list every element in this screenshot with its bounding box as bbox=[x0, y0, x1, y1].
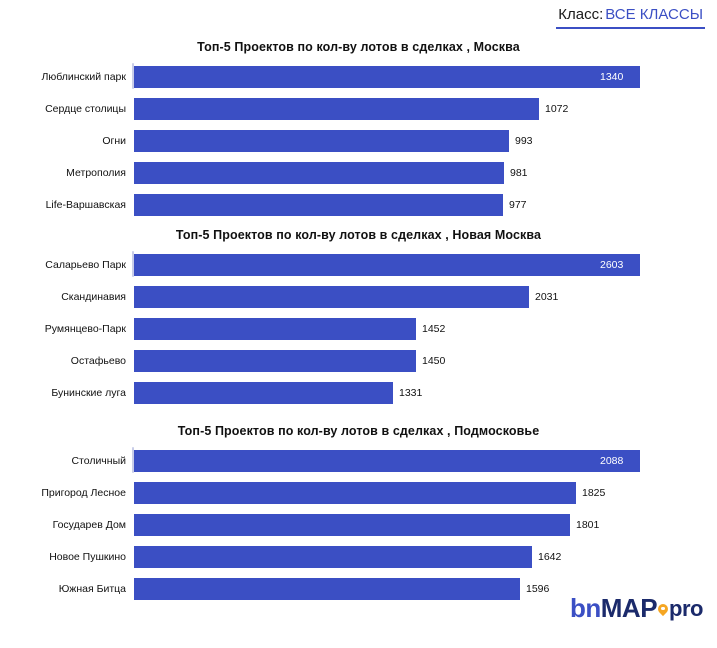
chart-bars bbox=[0, 254, 717, 404]
class-filter[interactable] bbox=[556, 6, 705, 29]
class-filter-label: Класс: bbox=[558, 6, 604, 23]
bar-category-label: Новое Пушкино bbox=[49, 551, 126, 563]
bar-track bbox=[134, 318, 717, 340]
bar-value-label: 1340 bbox=[600, 71, 624, 83]
bar-row[interactable] bbox=[0, 194, 717, 216]
bar-category-label: Огни bbox=[102, 135, 126, 147]
bar[interactable] bbox=[134, 350, 416, 372]
bar[interactable] bbox=[134, 318, 416, 340]
bar-row[interactable] bbox=[0, 546, 717, 568]
bar-category-label: Бунинские луга bbox=[51, 387, 126, 399]
bar[interactable] bbox=[134, 162, 504, 184]
bar-row[interactable] bbox=[0, 286, 717, 308]
bar-value-label: 1450 bbox=[422, 355, 446, 367]
bar[interactable] bbox=[134, 514, 570, 536]
bar[interactable] bbox=[134, 382, 393, 404]
chart-block-new-moscow bbox=[0, 228, 717, 414]
bar-category-label: Люблинский парк bbox=[41, 71, 126, 83]
bar-value-label: 2603 bbox=[600, 259, 624, 271]
bar-value-label: 993 bbox=[515, 135, 533, 147]
bar-value-label: 1072 bbox=[545, 103, 569, 115]
bar-value-label: 1825 bbox=[582, 487, 606, 499]
bar-track bbox=[134, 98, 717, 120]
bar-track bbox=[134, 450, 717, 472]
bar-track bbox=[134, 350, 717, 372]
bar-row[interactable] bbox=[0, 514, 717, 536]
bar-track bbox=[134, 162, 717, 184]
bar-category-label: Остафьево bbox=[70, 355, 126, 367]
bar-row[interactable] bbox=[0, 66, 717, 88]
bar-value-label: 1801 bbox=[576, 519, 600, 531]
bar-value-label: 1642 bbox=[538, 551, 562, 563]
bar[interactable] bbox=[134, 98, 539, 120]
chart-title: Топ-5 Проектов по кол-ву лотов в сделках , Москва bbox=[197, 40, 520, 54]
bar-track bbox=[134, 130, 717, 152]
chart-title: Топ-5 Проектов по кол-ву лотов в сделках , Подмосковье bbox=[177, 424, 540, 438]
bar[interactable] bbox=[134, 546, 532, 568]
bar-track bbox=[134, 482, 717, 504]
bar-track bbox=[134, 514, 717, 536]
bar-category-label: Пригород Лесное bbox=[41, 487, 126, 499]
bar-row[interactable] bbox=[0, 162, 717, 184]
bar-track bbox=[134, 546, 717, 568]
bar-row[interactable] bbox=[0, 350, 717, 372]
bar-value-label: 977 bbox=[509, 199, 527, 211]
bar-track bbox=[134, 382, 717, 404]
chart-bars bbox=[0, 66, 717, 216]
bar-category-label: Государев Дом bbox=[52, 519, 126, 531]
bar-category-label: Life-Варшавская bbox=[45, 199, 126, 211]
logo-bn-text: bn bbox=[570, 593, 601, 623]
bar-category-label: Сердце столицы bbox=[45, 103, 126, 115]
bar-track bbox=[134, 66, 717, 88]
chart-bars bbox=[0, 450, 717, 600]
bar[interactable] bbox=[134, 194, 503, 216]
chart-title: Топ-5 Проектов по кол-ву лотов в сделках , Новая Москва bbox=[175, 228, 542, 242]
bar[interactable] bbox=[134, 254, 640, 276]
bar[interactable] bbox=[134, 66, 640, 88]
bar-row[interactable] bbox=[0, 130, 717, 152]
chart-block-podmoskovye bbox=[0, 424, 717, 610]
class-filter-value: ВСЕ КЛАССЫ bbox=[605, 6, 703, 23]
chart-block-moscow bbox=[0, 40, 717, 226]
bar[interactable] bbox=[134, 130, 509, 152]
bar-value-label: 1331 bbox=[399, 387, 423, 399]
bar-row[interactable] bbox=[0, 98, 717, 120]
bar-value-label: 1596 bbox=[526, 583, 550, 595]
bar-row[interactable] bbox=[0, 382, 717, 404]
bar-row[interactable] bbox=[0, 254, 717, 276]
bar[interactable] bbox=[134, 578, 520, 600]
bar[interactable] bbox=[134, 450, 640, 472]
bar-category-label: Южная Битца bbox=[58, 583, 126, 595]
bar-category-label: Румянцево-Парк bbox=[44, 323, 126, 335]
bar-category-label: Саларьево Парк bbox=[45, 259, 126, 271]
logo-pro-text: pro bbox=[669, 595, 703, 621]
bnmap-pro-logo bbox=[570, 593, 703, 624]
bar-track bbox=[134, 254, 717, 276]
bar-value-label: 2088 bbox=[600, 455, 624, 467]
bar[interactable] bbox=[134, 482, 576, 504]
bar-track bbox=[134, 194, 717, 216]
bar-category-label: Столичный bbox=[71, 455, 126, 467]
bar-row[interactable] bbox=[0, 450, 717, 472]
bar-value-label: 1452 bbox=[422, 323, 446, 335]
bar-value-label: 981 bbox=[510, 167, 528, 179]
bar-category-label: Скандинавия bbox=[61, 291, 126, 303]
bar-value-label: 2031 bbox=[535, 291, 559, 303]
bar-row[interactable] bbox=[0, 318, 717, 340]
logo-map-text: MAP bbox=[600, 593, 658, 623]
map-pin-icon bbox=[658, 604, 668, 618]
bar[interactable] bbox=[134, 286, 529, 308]
bar-track bbox=[134, 286, 717, 308]
bar-category-label: Метрополия bbox=[66, 167, 126, 179]
bar-row[interactable] bbox=[0, 482, 717, 504]
